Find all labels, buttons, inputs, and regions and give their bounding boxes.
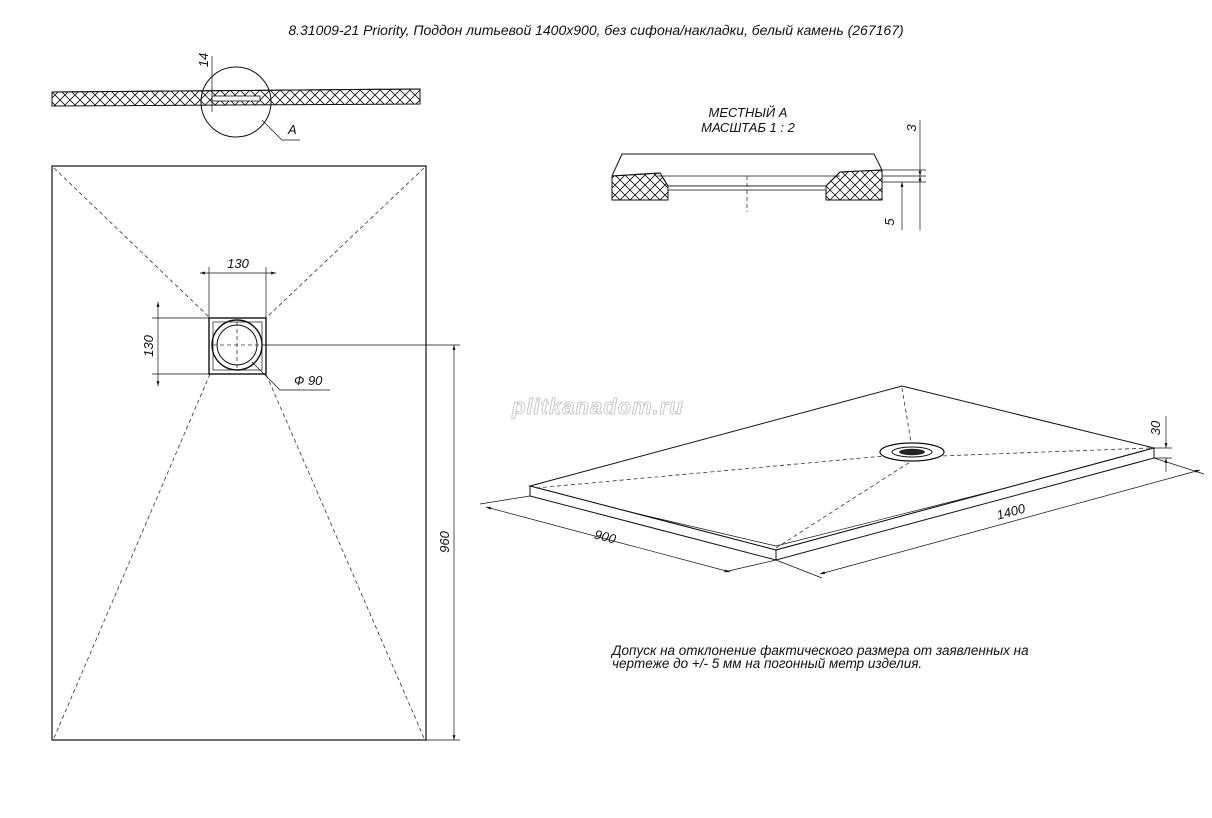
dim-drain-width: 130 <box>227 256 249 271</box>
dim-drain-diameter: Ф 90 <box>294 373 323 388</box>
detail-title-line2: МАСШТАБ 1 : 2 <box>701 120 795 135</box>
dim-iso-length: 1400 <box>994 500 1027 523</box>
detail-a-view <box>612 104 926 230</box>
detail-ref-label: A <box>288 122 297 137</box>
dim-detail-bottom: 5 <box>882 218 897 226</box>
dim-drain-height: 130 <box>141 335 156 357</box>
dim-section-thickness: 14 <box>196 52 211 68</box>
drain-cutout <box>212 96 260 101</box>
detail-title-line1: МЕСТНЫЙ А <box>708 105 788 120</box>
cross-section-view <box>52 53 420 140</box>
detail-section-right <box>826 170 882 200</box>
tolerance-note-line2: чертеже до +/- 5 мм на погонный метр изделия. <box>612 656 923 671</box>
dim-detail-top: 3 <box>904 124 919 132</box>
dim-iso-width: 900 <box>592 526 618 547</box>
plan-view <box>52 166 460 740</box>
drawing-title: 8.31009-21 Priority, Поддон литьевой 1400х900, без сифона/накладки, белый камень (267167) <box>288 22 904 38</box>
dim-plan-length: 960 <box>437 531 452 553</box>
tolerance-note-line1: Допуск на отклонение фактического размера от заявленных на <box>612 643 1029 658</box>
watermark: plitkanadom.ru <box>512 394 684 419</box>
dim-iso-height: 30 <box>1148 420 1163 436</box>
tray-outline <box>52 166 426 740</box>
detail-section-left <box>612 173 668 200</box>
